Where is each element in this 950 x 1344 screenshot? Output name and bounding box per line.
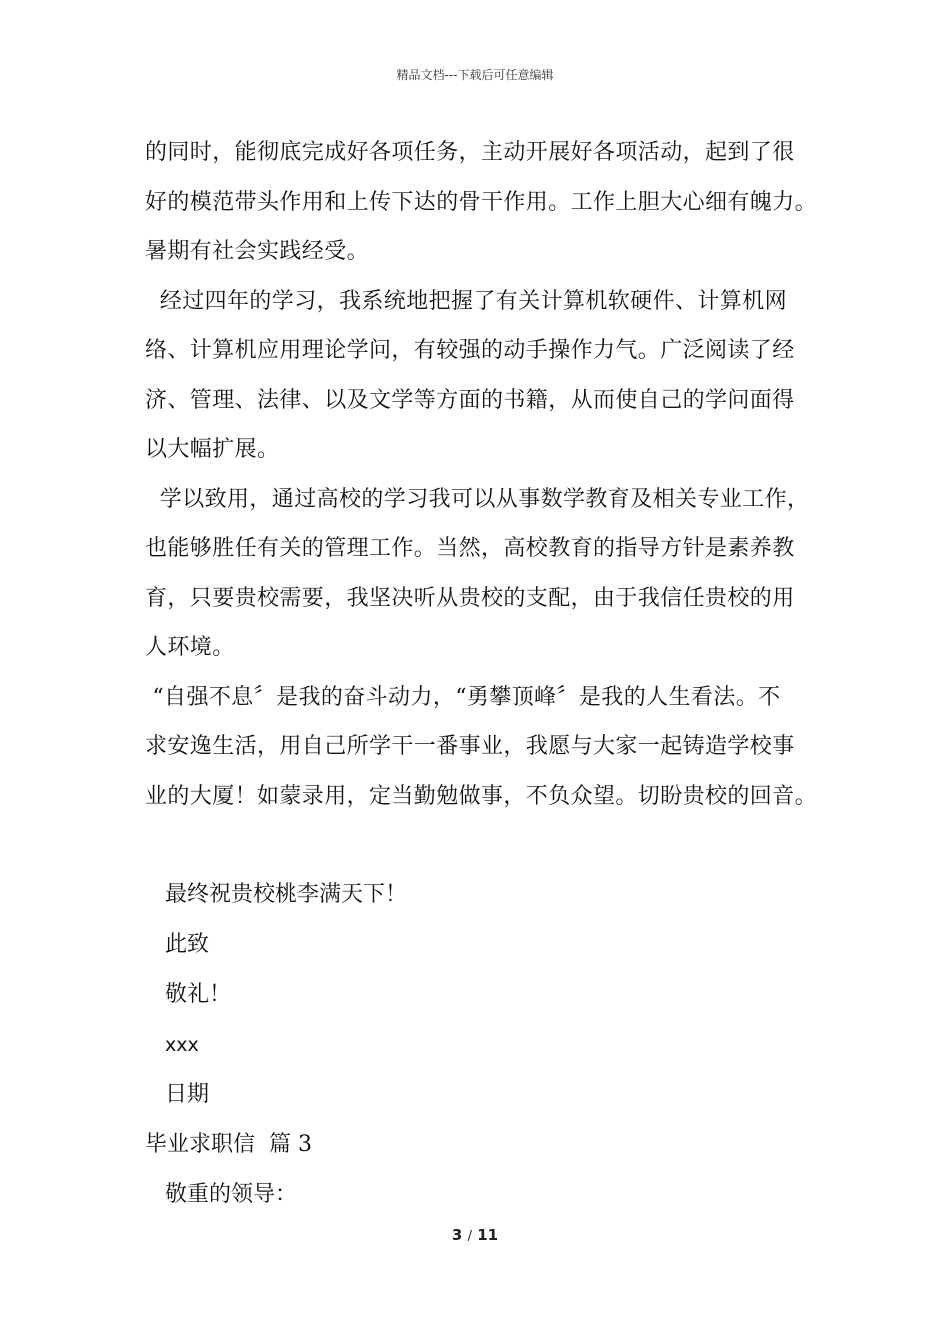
letter-closing [145,870,835,1220]
body-line: 业的大厦！如蒙录用，定当勤勉做事，不负众望。切盼贵校的回音。 [145,783,818,809]
body-line: 也能够胜任有关的管理工作。当然，高校教育的指导方针是素养教 [145,536,795,561]
body-line: 学以致用，通过高校的学习我可以从事数学教育及相关专业工作， [145,486,810,512]
letter-body [145,128,835,821]
body-line: 济、管理、法律、以及文学等方面的书籍，从而使自己的学问面得 [145,387,795,413]
page-footer [0,1226,950,1244]
closing-respect: 敬礼！ [165,982,232,1007]
body-line: 人环境。 [145,635,235,660]
header-text: 精品文档---下载后可任意编辑 [396,68,554,82]
page-separator: / [467,1229,472,1244]
body-line: “自强不息〞是我的奋斗动力，“勇攀顶峰〞是我的人生看法。不 [145,684,781,710]
body-line: 育，只要贵校需要，我坚决听从贵校的支配，由于我信任贵校的用 [145,585,795,611]
closing-date: 日期 [165,1082,210,1107]
page-header [0,66,950,83]
closing-signature: xxx [165,1034,199,1056]
body-line: 以大幅扩展。 [145,437,280,462]
closing-wish: 最终祝贵校桃李满天下！ [165,882,408,907]
body-line: 求安逸生活，用自己所学干一番事业，我愿与大家一起铸造学校事 [145,734,795,759]
section-title: 毕业求职信 篇 3 [145,1132,312,1157]
body-line: 经过四年的学习，我系统地把握了有关计算机软硬件、计算机网 [145,288,787,314]
body-line: 的同时，能彻底完成好各项任务，主动开展好各项活动，起到了很 [145,140,795,165]
page-total: 11 [477,1226,499,1244]
page-current: 3 [451,1226,463,1244]
body-line: 好的模范带头作用和上传下达的骨干作用。工作上胆大心细有魄力。 [145,189,818,215]
greeting-line: 敬重的领导： [165,1182,298,1207]
body-line: 暑期有社会实践经受。 [145,239,370,264]
body-line: 络、计算机应用理论学问，有较强的动手操作力气。广泛阅读了经 [145,338,795,363]
closing-salutation: 此致 [165,932,210,957]
